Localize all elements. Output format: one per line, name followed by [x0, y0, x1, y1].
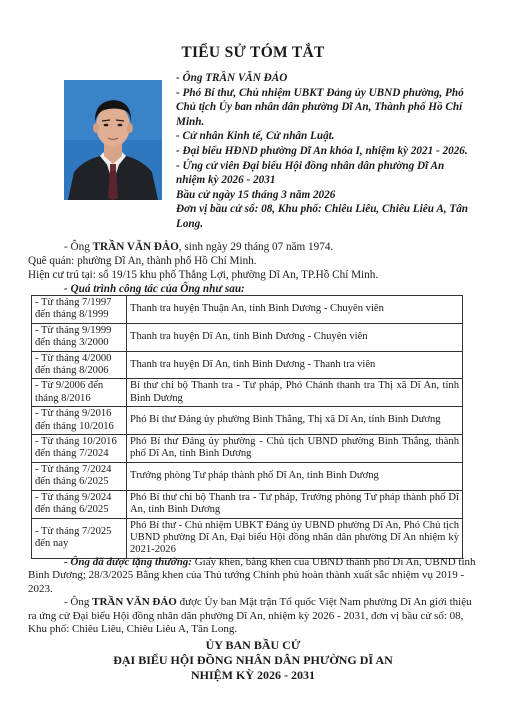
awards-section: [28, 556, 480, 636]
document-title: TIỂU SỬ TÓM TẮT: [181, 44, 325, 61]
bio-name-prefix: - Ông: [64, 241, 93, 253]
awards-paragraph: [28, 556, 480, 596]
nomination-name: TRẦN VĂN ĐẢO: [92, 596, 177, 609]
portrait-photo: [64, 80, 162, 200]
work-period: - Từ tháng 9/1999 đến tháng 3/2000: [32, 323, 127, 351]
work-description: Bí thư chi bộ Thanh tra - Tư pháp, Phó Chánh thanh tra Thị xã Dĩ An, tỉnh Bình Dương: [127, 379, 463, 407]
bio-birth: , sinh ngày 29 tháng 07 năm 1974.: [178, 241, 334, 253]
nomination-paragraph: [28, 596, 480, 636]
awards-text: Giấy khen, bằng khen của UBND thành phố Dĩ An, UBND tỉnh Bình Dương; 28/3/2025 Bằng khen của Thủ tướng Chính phủ hoàn thành xuất sắc nhiệm vụ 2019 - 2023.: [28, 556, 476, 595]
issuer-block: [0, 638, 506, 683]
work-description: Phó Bí thư Đảng ủy phường - Chủ tịch UBND phường Bình Thắng, thành phố Dĩ An, tỉnh Bình Dương: [127, 435, 463, 463]
work-period: - Từ tháng 9/2016 đến tháng 10/2016: [32, 407, 127, 435]
work-description: Phó Bí thư chi bộ Thanh tra - Tư pháp, Trưởng phòng Tư pháp thành phố Dĩ An, tỉnh Bình Dương: [127, 490, 463, 518]
bio-birth-line: [28, 240, 480, 254]
nomination-prefix: - Ông: [64, 596, 93, 609]
summary-line: - Phó Bí thư, Chủ nhiệm UBKT Đảng ủy UBND phường, Phó Chủ tịch Ủy ban nhân dân phường Dĩ An, Thành phố Hồ Chí Minh.: [176, 86, 464, 128]
bio-residence: Hiện cư trú tại: số 19/15 khu phố Thắng Lợi, phường Dĩ An, TP.Hồ Chí Minh.: [28, 269, 379, 281]
work-history-row: [32, 490, 463, 518]
work-period: - Từ tháng 4/2000 đến tháng 8/2006: [32, 351, 127, 379]
summary-line: - Cử nhân Kinh tế, Cử nhân Luật.: [176, 130, 335, 143]
portrait-image: [64, 80, 162, 200]
summary-line: - Ông TRẦN VĂN ĐẢO: [176, 72, 288, 84]
work-period: - Từ tháng 7/2024 đến tháng 6/2025: [32, 462, 127, 490]
work-history-table: [31, 295, 463, 559]
issuer-line-1: ỦY BAN BẦU CỬ: [205, 638, 301, 652]
work-description: Thanh tra huyện Dĩ An, tỉnh Bình Dương - Thanh tra viên: [127, 351, 463, 379]
summary-line: Bầu cử ngày 15 tháng 3 năm 2026: [176, 188, 336, 201]
nomination-text: được Ủy ban Mặt trận Tổ quốc Việt Nam phường Dĩ An giới thiệu ra ứng cử Đại biểu Hội đồng nhân dân phường Dĩ An, nhiệm kỳ 2026 - 2031, đơn vị bầu cử số: 08, Khu phố: Chiêu Liêu, Chiêu Liêu A, Tân Long.: [28, 596, 472, 636]
work-period: - Từ 9/2006 đến tháng 8/2016: [32, 379, 127, 407]
work-description: Thanh tra huyện Dĩ An, tỉnh Bình Dương - Chuyên viên: [127, 323, 463, 351]
work-description: Trưởng phòng Tư pháp thành phố Dĩ An, tỉnh Bình Dương: [127, 462, 463, 490]
work-history-row: [32, 296, 463, 324]
candidate-summary: [176, 71, 472, 232]
work-period: - Từ tháng 7/2025 đến nay: [32, 518, 127, 558]
bio-section: [28, 240, 480, 296]
issuer-line-3: NHIỆM KỲ 2026 - 2031: [191, 668, 315, 682]
issuer-line-2: ĐẠI BIỂU HỘI ĐỒNG NHÂN DÂN PHƯỜNG DĨ AN: [113, 653, 393, 667]
awards-label: - Ông đã được tặng thưởng:: [64, 556, 192, 568]
work-history-row: [32, 407, 463, 435]
bio-hometown: Quê quán: phường Dĩ An, thành phố Hồ Chí Minh.: [28, 255, 257, 267]
summary-line: - Đại biểu HĐND phường Dĩ An khóa I, nhiệm kỳ 2021 - 2026.: [176, 144, 468, 157]
work-history-row: [32, 462, 463, 490]
work-history-row: [32, 351, 463, 379]
bio-name: TRẦN VĂN ĐẢO: [92, 241, 179, 253]
work-description: Phó Bí thư - Chủ nhiệm UBKT Đảng ủy UBND phường Dĩ An, Phó Chủ tịch UBND phường Dĩ An, Đại biểu Hội đồng nhân dân phường Dĩ An nhiệm kỳ 2021-2026: [127, 518, 463, 558]
work-description: Phó Bí thư Đảng ủy phường Bình Thắng, Thị xã Dĩ An, tỉnh Bình Dương: [127, 407, 463, 435]
work-period: - Từ tháng 7/1997 đến tháng 8/1999: [32, 296, 127, 324]
work-period: - Từ tháng 9/2024 đến tháng 6/2025: [32, 490, 127, 518]
work-history-row: [32, 435, 463, 463]
work-description: Thanh tra huyện Thuận An, tỉnh Bình Dương - Chuyên viên: [127, 296, 463, 324]
summary-line: Đơn vị bầu cử số: 08, Khu phố: Chiêu Liêu, Chiêu Liêu A, Tân Long.: [176, 203, 469, 230]
work-history-row: [32, 323, 463, 351]
work-history-row: [32, 518, 463, 558]
work-heading: - Quá trình công tác của Ông như sau:: [64, 283, 245, 295]
summary-line: - Ứng cử viên Đại biểu Hội đồng nhân dân phường Dĩ An nhiệm kỳ 2026 - 2031: [176, 159, 445, 187]
work-period: - Từ tháng 10/2016 đến tháng 7/2024: [32, 435, 127, 463]
work-history-row: [32, 379, 463, 407]
